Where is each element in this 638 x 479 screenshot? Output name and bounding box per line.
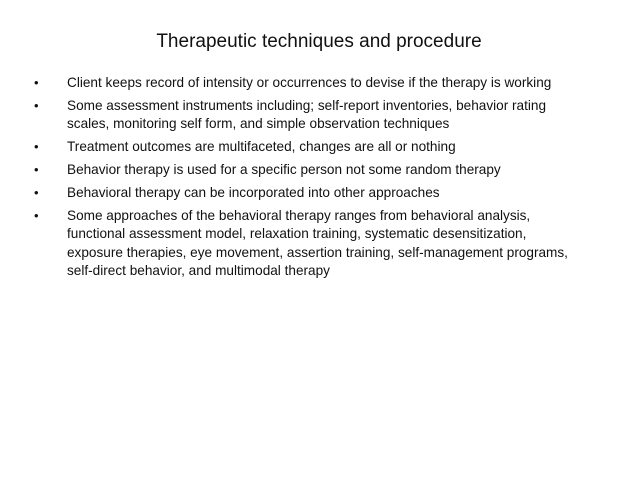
bullet-text: Behavioral therapy can be incorporated into other approaches: [67, 185, 440, 201]
bullet-icon: •: [34, 75, 39, 90]
bullet-icon: •: [34, 139, 39, 155]
bullet-icon: •: [34, 207, 39, 223]
list-item: [34, 161, 574, 179]
bullet-text: Some approaches of the behavioral therapy ranges from behavioral analysis, functional assessment model, relaxation training, systematic desensitization, exposure therapies, eye movement, assertion training, self-management programs, self-direct behavior, and multimodal therapy: [67, 207, 568, 279]
list-item: [34, 138, 574, 156]
bullet-icon: •: [34, 185, 39, 201]
bullet-icon: •: [34, 162, 39, 178]
bullet-list: [34, 74, 574, 285]
slide-title: Therapeutic techniques and procedure: [156, 31, 482, 52]
list-item: [34, 74, 574, 92]
list-item: [34, 207, 574, 281]
list-item: [34, 184, 574, 202]
list-item: [34, 97, 574, 134]
bullet-text: Behavior therapy is used for a specific person not some random therapy: [67, 162, 501, 178]
bullet-icon: •: [34, 97, 39, 113]
bullet-text: Some assessment instruments including; self-report inventories, behavior rating scales, monitoring self form, and simple observation techniques: [67, 97, 547, 132]
bullet-text: Client keeps record of intensity or occurrences to devise if the therapy is working: [67, 75, 552, 90]
bullet-text: Treatment outcomes are multifaceted, changes are all or nothing: [67, 139, 456, 155]
